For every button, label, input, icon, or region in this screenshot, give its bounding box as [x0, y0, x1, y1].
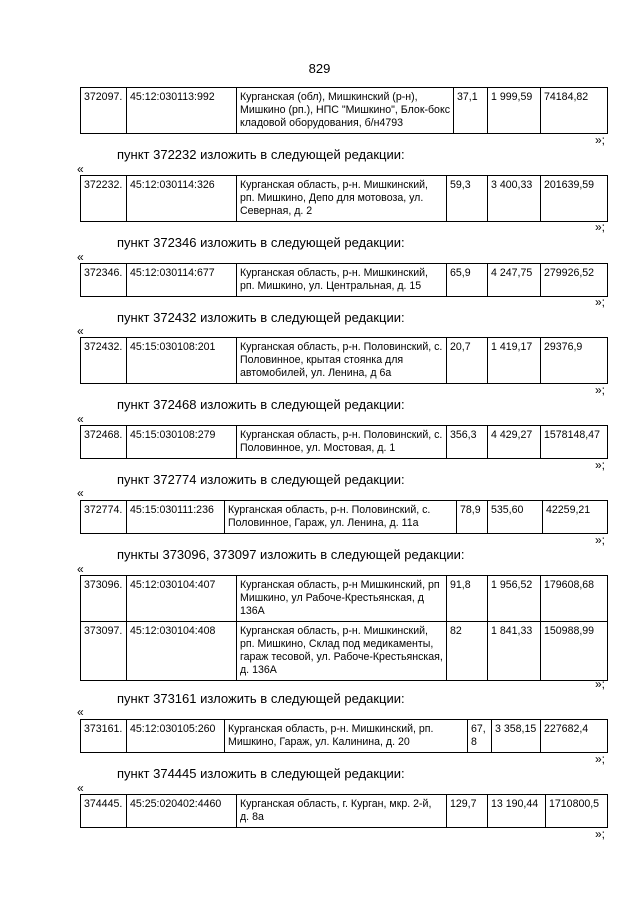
unit-cost: 4 247,75: [488, 264, 541, 297]
object-address: Курганская область, р-н. Мишкинский, рп. Мишкино, Гараж, ул. Калинина, д. 20: [225, 720, 468, 753]
unit-cost: 3 358,15: [492, 720, 541, 753]
registry-table-372097: [80, 87, 608, 134]
closing-quote: »;: [595, 752, 606, 766]
closing-quote: »;: [595, 533, 606, 547]
cadastral-number: 45:15:030111:236: [127, 501, 225, 534]
table-row: [81, 720, 608, 753]
unit-cost: 1 956,52: [488, 576, 541, 622]
opening-quote: «: [77, 562, 84, 576]
row-number: 372346.: [81, 264, 127, 297]
page-number: 829: [308, 61, 331, 76]
unit-cost: 1 841,33: [488, 622, 541, 681]
cadastral-value: 179608,68: [541, 576, 608, 622]
table-row: [81, 501, 608, 534]
cadastral-number: 45:25:020402:4460: [127, 795, 237, 828]
object-address: Курганская область, р-н. Половинский, с. Половинное, крытая стоянка для автомобилей, ул. Ленина, д 6а: [237, 338, 447, 384]
unit-cost: 1 999,59: [488, 88, 541, 134]
cadastral-number: 45:12:030114:326: [127, 176, 237, 222]
cadastral-number: 45:15:030108:201: [127, 338, 237, 384]
opening-quote: «: [77, 486, 84, 500]
closing-quote: »;: [595, 677, 606, 691]
object-area: 20,7: [447, 338, 488, 384]
opening-quote: «: [77, 250, 84, 264]
amendment-instruction: пункт 372346 изложить в следующей редакции:: [117, 235, 405, 250]
object-area: 82: [447, 622, 488, 681]
unit-cost: 535,60: [488, 501, 543, 534]
table-row: [81, 176, 608, 222]
registry-table-373096-373097: [80, 575, 608, 681]
object-address: Курганская (обл), Мишкинский (р-н), Мишкино (рп.), НПС "Мишкино", Блок-бокс кладовой оборудования, б/н4793: [237, 88, 454, 134]
object-address: Курганская область, р-н. Мишкинский, рп. Мишкино, Депо для мотовоза, ул. Северная, д. 2: [237, 176, 447, 222]
row-number: 374445.: [81, 795, 127, 828]
object-area: 37,1: [454, 88, 488, 134]
registry-table-372432: [80, 337, 608, 384]
table-row: [81, 795, 608, 828]
table-row: [81, 264, 608, 297]
object-address: Курганская область, г. Курган, мкр. 2-й, д. 8а: [237, 795, 447, 828]
closing-quote: »;: [595, 458, 606, 472]
registry-table-372468: [80, 425, 608, 459]
opening-quote: «: [77, 412, 84, 426]
cadastral-number: 45:12:030105:260: [127, 720, 225, 753]
cadastral-value: 279926,52: [541, 264, 608, 297]
cadastral-value: 42259,21: [543, 501, 608, 534]
row-number: 373097.: [81, 622, 127, 681]
cadastral-value: 1710800,5: [546, 795, 608, 828]
closing-quote: »;: [595, 220, 606, 234]
object-address: Курганская область, р-н. Мишкинский, рп. Мишкино, Склад под медикаменты, гараж тесовой, ул. Рабоче-Крестьянская, д. 136А: [237, 622, 447, 681]
registry-table-372774: [80, 500, 608, 534]
cadastral-number: 45:12:030104:408: [127, 622, 237, 681]
cadastral-number: 45:12:030113:992: [127, 88, 237, 134]
object-address: Курганская область, р-н Мишкинский, рп Мишкино, ул Рабоче-Крестьянская, д 136А: [237, 576, 447, 622]
closing-quote: »;: [595, 827, 606, 841]
row-number: 372097.: [81, 88, 127, 134]
object-area: 59,3: [447, 176, 488, 222]
cadastral-value: 29376,9: [541, 338, 608, 384]
object-area: 356,3: [447, 426, 488, 459]
table-row: [81, 576, 608, 622]
amendment-instruction: пункт 374445 изложить в следующей редакции:: [117, 766, 405, 781]
closing-quote: »;: [595, 133, 606, 147]
opening-quote: «: [77, 705, 84, 719]
cadastral-value: 201639,59: [541, 176, 608, 222]
unit-cost: 1 419,17: [488, 338, 541, 384]
registry-table-373161: [80, 719, 608, 753]
cadastral-number: 45:12:030104:407: [127, 576, 237, 622]
registry-table-372346: [80, 263, 608, 297]
object-area: 91,8: [447, 576, 488, 622]
object-address: Курганская область, р-н. Мишкинский, рп. Мишкино, ул. Центральная, д. 15: [237, 264, 447, 297]
table-row: [81, 338, 608, 384]
row-number: 373161.: [81, 720, 127, 753]
cadastral-value: 74184,82: [541, 88, 608, 134]
table-row: [81, 426, 608, 459]
cadastral-number: 45:15:030108:279: [127, 426, 237, 459]
opening-quote: «: [77, 162, 84, 176]
amendment-instruction: пункт 373161 изложить в следующей редакции:: [117, 691, 405, 706]
cadastral-value: 227682,4: [541, 720, 608, 753]
amendment-instruction: пункт 372432 изложить в следующей редакции:: [117, 310, 405, 325]
closing-quote: »;: [595, 295, 606, 309]
row-number: 372432.: [81, 338, 127, 384]
unit-cost: 13 190,44: [488, 795, 546, 828]
amendment-instruction: пункт 372468 изложить в следующей редакции:: [117, 397, 405, 412]
table-row: [81, 622, 608, 681]
opening-quote: «: [77, 324, 84, 338]
unit-cost: 3 400,33: [488, 176, 541, 222]
registry-table-372232: [80, 175, 608, 222]
unit-cost: 4 429,27: [488, 426, 541, 459]
object-area: 78,9: [457, 501, 488, 534]
object-area: 129,7: [447, 795, 488, 828]
object-address: Курганская область, р-н. Половинский, с. Половинное, ул. Мостовая, д. 1: [237, 426, 447, 459]
closing-quote: »;: [595, 383, 606, 397]
cadastral-value: 1578148,47: [541, 426, 608, 459]
object-address: Курганская область, р-н. Половинский, с. Половинное, Гараж, ул. Ленина, д. 11а: [225, 501, 457, 534]
amendment-instruction: пункт 372774 изложить в следующей редакции:: [117, 472, 405, 487]
row-number: 373096.: [81, 576, 127, 622]
row-number: 372232.: [81, 176, 127, 222]
amendment-instruction: пункты 373096, 373097 изложить в следующей редакции:: [117, 547, 465, 562]
registry-table-374445: [80, 794, 608, 828]
object-area: 67,8: [468, 720, 492, 753]
amendment-instruction: пункт 372232 изложить в следующей редакции:: [117, 147, 405, 162]
cadastral-value: 150988,99: [541, 622, 608, 681]
row-number: 372774.: [81, 501, 127, 534]
row-number: 372468.: [81, 426, 127, 459]
table-row: [81, 88, 608, 134]
object-area: 65,9: [447, 264, 488, 297]
opening-quote: «: [77, 781, 84, 795]
cadastral-number: 45:12:030114:677: [127, 264, 237, 297]
